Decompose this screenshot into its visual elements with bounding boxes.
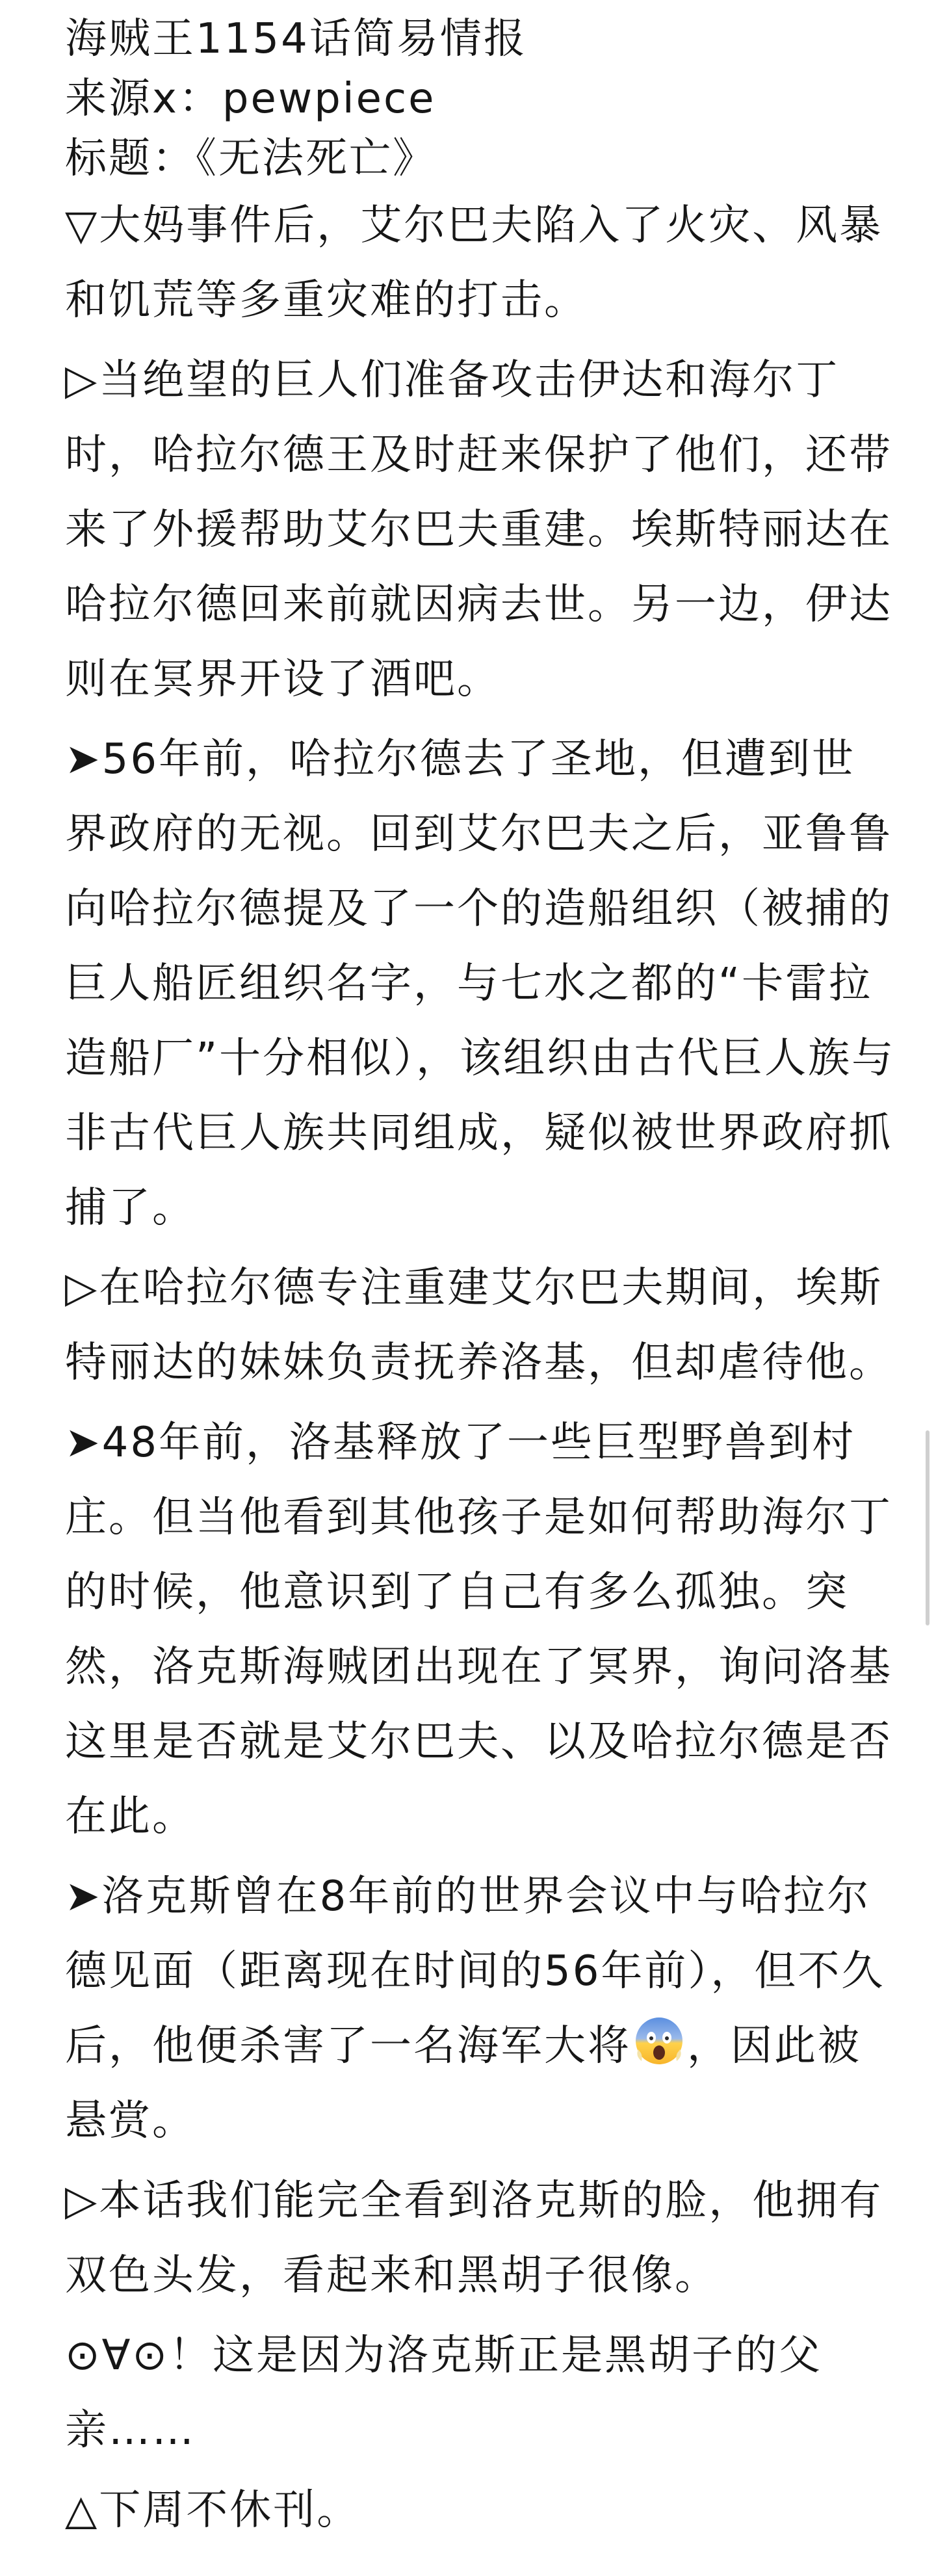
paragraph-4: ▷在哈拉尔德专注重建艾尔巴夫期间，埃斯特丽达的妹妹负责抚养洛基，但却虐待他。 bbox=[65, 1264, 892, 1387]
paragraph-9: △下周不休刊。 bbox=[65, 2486, 361, 2534]
article-title: 海贼王1154话简易情报 bbox=[65, 15, 527, 63]
paragraph-1: ▽大妈事件后，艾尔巴夫陷入了火灾、风暴和饥荒等多重灾难的打击。 bbox=[65, 202, 883, 324]
paragraph-5: ➤48年前，洛基释放了一些巨型野兽到村庄。但当他看到其他孩子是如何帮助海尔丁的时候，他意识到了自己有多么孤独。突然，洛克斯海贼团出现在了冥界，询问洛基这里是否就是艾尔巴夫、以及哈拉尔德是否在此。 bbox=[65, 1419, 892, 1841]
fearful-face-icon bbox=[634, 2016, 684, 2066]
scrollbar[interactable] bbox=[926, 1430, 930, 1625]
article-subject: 标题：《无法死亡》 bbox=[65, 135, 436, 183]
paragraph-3: ➤56年前，哈拉尔德去了圣地，但遭到世界政府的无视。回到艾尔巴夫之后，亚鲁鲁向哈拉尔德提及了一个的造船组织（被捕的巨人船匠组织名字，与七水之都的“卡雷拉造船厂”十分相似），该组织由古代巨人族与非古代巨人族共同组成，疑似被世界政府抓捕了。 bbox=[65, 735, 896, 1232]
paragraph-6-text-after: ，因此被悬赏。 bbox=[65, 2022, 861, 2145]
paragraph-7: ▷本话我们能完全看到洛克斯的脸，他拥有双色头发，看起来和黑胡子很像。 bbox=[65, 2177, 883, 2300]
paragraph-8: ⊙∀⊙！这是因为洛克斯正是黑胡子的父亲…… bbox=[65, 2332, 823, 2454]
paragraph-2: ▷当绝望的巨人们准备攻击伊达和海尔丁时，哈拉尔德王及时赶来保护了他们，还带来了外援帮助艾尔巴夫重建。埃斯特丽达在哈拉尔德回来前就因病去世。另一边，伊达则在冥界开设了酒吧。 bbox=[65, 356, 892, 703]
paragraph-6 bbox=[65, 1860, 897, 2159]
article-source: 来源x：pewpiece bbox=[65, 75, 436, 123]
paragraph-6-text-before: ➤洛克斯曾在8年前的世界会议中与哈拉尔德见面（距离现在时间的56年前），但不久后，他便杀害了一名海军大将 bbox=[65, 1873, 885, 2070]
